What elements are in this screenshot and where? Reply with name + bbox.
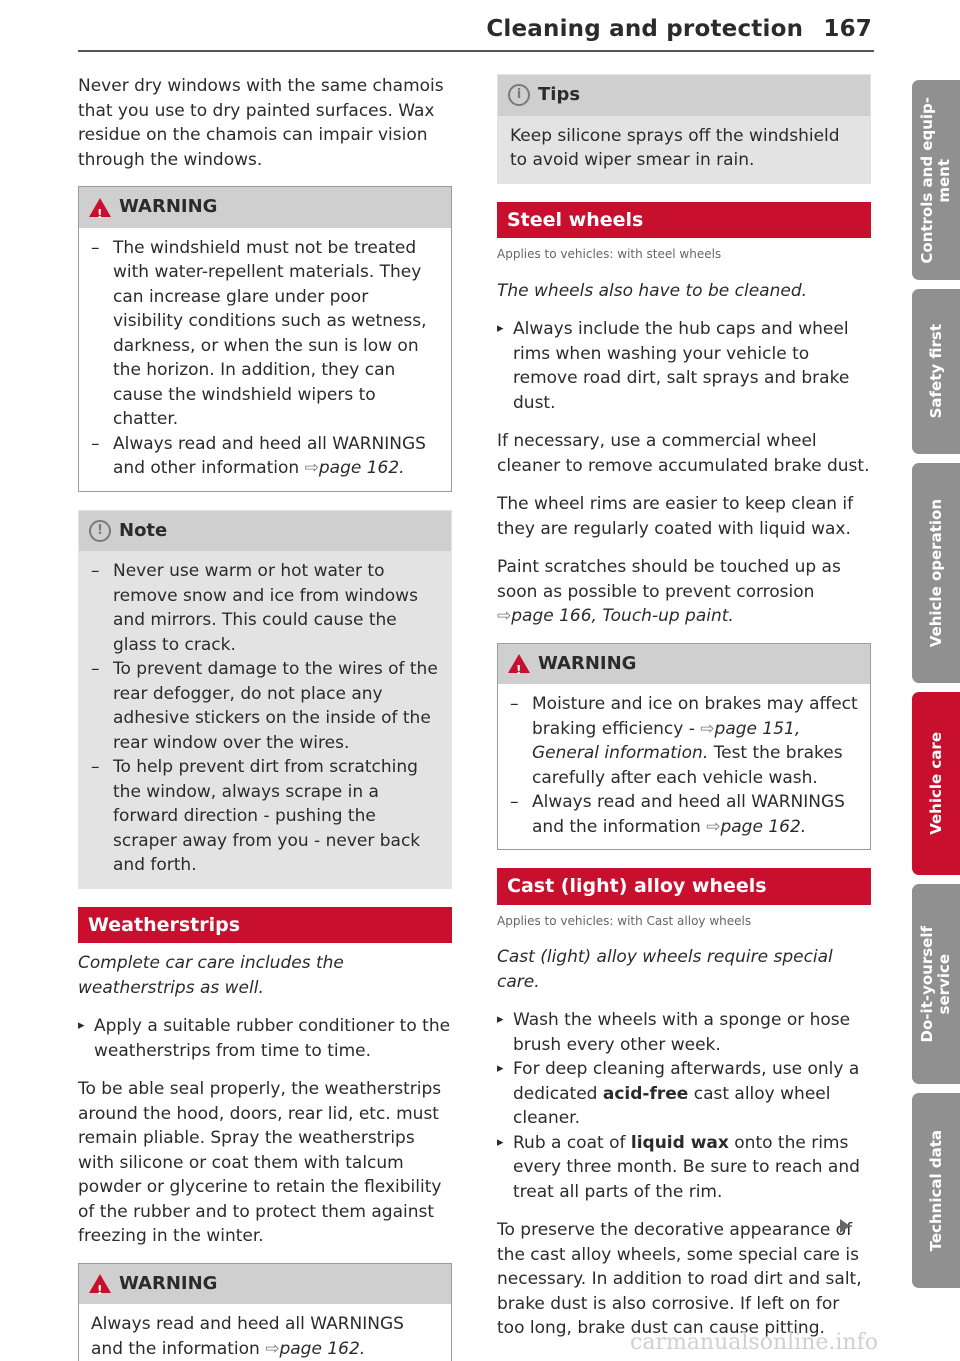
right-column bbox=[497, 74, 871, 1355]
section-lead: Complete car care includes the weatherstrips as well. bbox=[78, 953, 344, 998]
warning-body bbox=[498, 684, 870, 849]
section-lead: The wheels also have to be cleaned. bbox=[497, 280, 808, 301]
warning-body bbox=[79, 228, 451, 491]
section-heading-steel-wheels: Steel wheels bbox=[497, 202, 871, 239]
warning-title: ! WARNING bbox=[79, 1264, 451, 1305]
note-item: – To prevent damage to the wires of the rear defogger, do not place any adhesive stickers on the inside of the rear window over the wires. bbox=[91, 657, 439, 755]
intro-paragraph: Never dry windows with the same chamois that you use to dry painted surfaces. Wax residue on the chamois can impair vision through the windows. bbox=[78, 76, 444, 170]
warning-triangle-icon bbox=[508, 654, 530, 673]
instruction-step: ▸ Rub a coat of liquid wax onto the rims every three month. Be sure to reach and treat all parts of the rim. bbox=[497, 1131, 871, 1205]
warning-box-windshield bbox=[78, 186, 452, 492]
warning-title: ! WARNING bbox=[498, 644, 870, 685]
page-reference-link[interactable]: ⇨page 162. bbox=[304, 458, 405, 478]
warning-title: ! WARNING bbox=[79, 187, 451, 228]
instruction-step: ▸ Wash the wheels with a sponge or hose brush every other week. bbox=[497, 1008, 871, 1057]
tab-vehicle-operation[interactable]: Vehicle operation bbox=[912, 463, 960, 683]
instruction-step: ▸ Apply a suitable rubber conditioner to the weatherstrips from time to time. bbox=[78, 1014, 452, 1063]
warning-item: – Always read and heed all WARNINGS and other information ⇨page 162. bbox=[91, 432, 439, 481]
info-icon: i bbox=[508, 84, 530, 106]
warning-triangle-icon bbox=[89, 198, 111, 217]
note-body bbox=[79, 551, 451, 888]
body-paragraph: If necessary, use a commercial wheel cleaner to remove accumulated brake dust. bbox=[497, 431, 870, 476]
section-heading-weatherstrips: Weatherstrips bbox=[78, 907, 452, 944]
warning-box-weatherstrips bbox=[78, 1263, 452, 1361]
body-paragraph: Paint scratches should be touched up as soon as possible to prevent corrosion ⇨page 166, Touch-up paint. bbox=[497, 557, 841, 626]
page-reference-link[interactable]: ⇨page 151, General information. bbox=[532, 718, 801, 763]
applies-to-note: Applies to vehicles: with Cast alloy wheels bbox=[497, 913, 752, 928]
tab-vehicle-care[interactable]: Vehicle care bbox=[912, 692, 960, 875]
tab-safety-first[interactable]: Safety first bbox=[912, 289, 960, 454]
warning-triangle-icon bbox=[89, 1274, 111, 1293]
warning-item: – Always read and heed all WARNINGS and the information ⇨page 162. bbox=[510, 790, 858, 839]
body-paragraph: The wheel rims are easier to keep clean if they are regularly coated with liquid wax. bbox=[497, 494, 854, 539]
page-reference-link[interactable]: ⇨page 162. bbox=[265, 1338, 366, 1359]
chapter-tabs bbox=[912, 80, 960, 1297]
tab-technical-data[interactable]: Technical data bbox=[912, 1093, 960, 1288]
note-icon: ! bbox=[89, 520, 111, 542]
instruction-step: ▸ Always include the hub caps and wheel rims when washing your vehicle to remove road dirt, salt sprays and brake dust. bbox=[497, 317, 871, 415]
note-box bbox=[78, 510, 452, 889]
header-rule bbox=[78, 50, 874, 52]
tips-body: Keep silicone sprays off the windshield to avoid wiper smear in rain. bbox=[510, 125, 840, 170]
page-reference-link[interactable]: ⇨page 166, Touch-up paint. bbox=[497, 606, 734, 626]
body-paragraph: To preserve the decorative appearance of the cast alloy wheels, some special care is necessary. In addition to road dirt and salt, brake dust is also corrosive. If left on for too long, brake dust can cause pitting. bbox=[497, 1220, 862, 1338]
header-title: Cleaning and protection bbox=[486, 16, 804, 42]
watermark: carmanualsonline.info bbox=[630, 1330, 878, 1355]
tips-box bbox=[497, 74, 871, 184]
applies-to-note: Applies to vehicles: with steel wheels bbox=[497, 247, 722, 261]
note-item: – Never use warm or hot water to remove snow and ice from windows and mirrors. This could cause the glass to crack. bbox=[91, 559, 439, 657]
left-column bbox=[78, 74, 452, 1361]
tab-controls-and-equipment[interactable]: Controls and equip- ment bbox=[912, 80, 960, 280]
warning-item: – The windshield must not be treated with water-repellent materials. They can increase glare under poor visibility conditions such as wetness, darkness, or when the sun is low on the horizon. In addition, they can cause the windshield wipers to chatter. bbox=[91, 236, 439, 432]
instruction-step: ▸ For deep cleaning afterwards, use only a dedicated acid-free cast alloy wheel cleaner. bbox=[497, 1057, 871, 1131]
note-item: – To help prevent dirt from scratching the window, always scrape in a forward direction - pushing the scraper away from you - never back and forth. bbox=[91, 755, 439, 878]
page-header bbox=[486, 16, 872, 42]
warning-body: Always read and heed all WARNINGS and the information ⇨page 162. bbox=[79, 1304, 451, 1361]
body-paragraph: To be able seal properly, the weatherstrips around the hood, doors, rear lid, etc. must remain pliable. Spray the weatherstrips with silicone or coat them with talcum powder or glycerine to retain the flexibility of the rubber and to protect them against freezing in the winter. bbox=[78, 1079, 442, 1246]
page-reference-link[interactable]: ⇨page 162. bbox=[706, 816, 807, 837]
tab-do-it-yourself-service[interactable]: Do-it-yourself service bbox=[912, 884, 960, 1084]
section-heading-alloy-wheels: Cast (light) alloy wheels bbox=[497, 868, 871, 905]
tips-title: i Tips bbox=[498, 75, 870, 116]
page-number: 167 bbox=[823, 16, 872, 42]
section-lead: Cast (light) alloy wheels require special care. bbox=[497, 947, 833, 992]
continue-arrow-icon bbox=[840, 1219, 850, 1233]
warning-box-brakes bbox=[497, 643, 871, 851]
note-title: ! Note bbox=[79, 511, 451, 552]
warning-item: – Moisture and ice on brakes may affect braking efficiency - ⇨page 151, General information. Test the brakes carefully after each vehicle wash. bbox=[510, 692, 858, 790]
